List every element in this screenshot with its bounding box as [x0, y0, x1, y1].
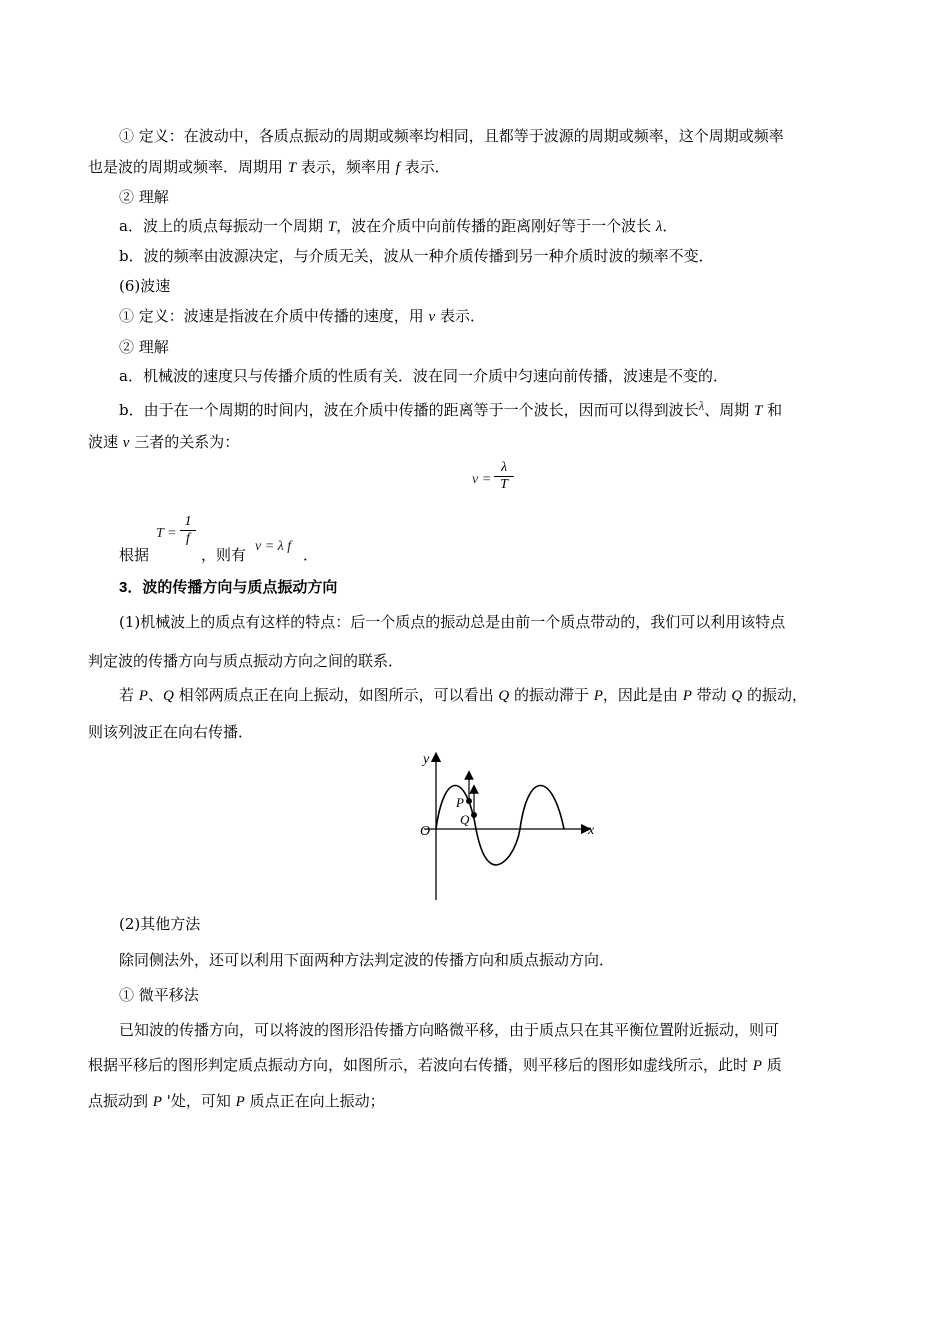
micro-shift-method-heading	[119, 985, 199, 1005]
text: ① 定义：波速是指波在介质中传播的速度，用	[119, 307, 429, 325]
text: (6)波速	[119, 277, 171, 295]
text: 、周期	[704, 401, 755, 419]
wave-figure	[410, 745, 610, 905]
text: b．波的频率由波源决定，与介质无关，波从一种介质传播到另一种介质时波的频率不变．	[119, 247, 714, 265]
text: a．机械波的速度只与传播介质的性质有关．波在同一介质中匀速向前传播，波速是不变的．	[119, 367, 728, 385]
text: ① 微平移法	[119, 986, 199, 1004]
understanding-a-2	[119, 366, 728, 386]
micro-shift-line-2	[88, 1055, 782, 1076]
text: 的振动，	[742, 686, 808, 704]
text: (2)其他方法	[119, 915, 201, 933]
formula-T-lhs: T =	[156, 526, 177, 541]
text: 带动	[691, 686, 732, 704]
other-methods-heading	[119, 914, 200, 934]
symbol-P: P	[752, 1058, 762, 1074]
text: 判定波的传播方向与质点振动方向之间的联系．	[88, 652, 404, 670]
text: ② 理解	[119, 188, 169, 206]
text: ② 理解	[119, 338, 169, 356]
text: 、	[147, 686, 163, 704]
symbol-f: f	[395, 160, 400, 176]
symbol-Q: Q	[498, 688, 510, 704]
point-P-label: P	[456, 795, 464, 810]
symbol-T: T	[754, 403, 763, 419]
x-axis-label: x	[588, 823, 595, 838]
text: 波速	[88, 433, 123, 451]
text: ．	[662, 217, 678, 235]
text: 也是波的周期或频率．周期用	[88, 158, 288, 176]
symbol-P: P	[593, 688, 603, 704]
understanding-b-2-line-2	[88, 432, 239, 453]
text: 则该列波正在向右传播．	[88, 723, 254, 741]
text: 已知波的传播方向，可以将波的图形沿传播方向略微平移，由于质点只在其平衡位置附近振动，则可	[119, 1021, 780, 1039]
text: 表示，频率用	[296, 158, 396, 176]
wave-speed-definition	[119, 306, 485, 327]
formula-fraction	[494, 460, 514, 493]
origin-label: O	[420, 824, 431, 839]
symbol-Q: Q	[731, 688, 743, 704]
text: 3．波的传播方向与质点振动方向	[119, 579, 338, 596]
symbol-P: P	[138, 688, 148, 704]
period-definition-line-1	[119, 126, 784, 146]
symbol-P: P	[682, 688, 692, 704]
text: 相邻两质点正在向上振动，如图所示，可以看出	[173, 686, 499, 704]
micro-shift-line-1	[119, 1020, 779, 1040]
text: 三者的关系为：	[129, 433, 240, 451]
text: 表示．	[435, 307, 485, 325]
understanding-label-1	[119, 187, 169, 207]
y-axis-label: y	[423, 752, 430, 767]
text: ① 定义：在波动中，各质点振动的周期或频率均相同，且都等于波源的周期或频率，这个周期或频率	[119, 127, 784, 145]
symbol-v: v	[428, 309, 436, 325]
text: 表示．	[399, 158, 450, 176]
symbol-lambda: λ	[698, 398, 705, 413]
symbol-P: P	[152, 1094, 162, 1110]
pq-paragraph-line-1	[119, 685, 807, 706]
text: 的振动滞于	[509, 686, 594, 704]
symbol-T: T	[327, 219, 337, 235]
text: 质	[761, 1056, 782, 1074]
text: 和	[762, 401, 783, 419]
text: (1)机械波上的质点有这样的特点：后一个质点的振动总是由前一个质点带动的，我们可以利用该特点	[119, 613, 786, 631]
micro-shift-line-3	[88, 1091, 385, 1112]
text: ．	[303, 546, 319, 564]
text: 除同侧法外，还可以利用下面两种方法判定波的传播方向和质点振动方向．	[119, 951, 615, 969]
text: 若	[119, 686, 139, 704]
understanding-b-2-line-1	[119, 400, 782, 421]
feature-paragraph-line-1	[119, 612, 785, 632]
symbol-T: T	[287, 160, 297, 176]
text: 点振动到	[88, 1092, 153, 1110]
text: b．由于在一个周期的时间内，波在介质中传播的距离等于一个波长，因而可以得到波长	[119, 401, 699, 419]
formula-numerator: 1	[180, 514, 196, 531]
formula-fraction-1-over-f	[180, 514, 196, 547]
symbol-v: v	[122, 435, 130, 451]
understanding-a-1	[119, 216, 677, 237]
text: 根据	[119, 546, 150, 564]
text: 质点正在向上振动；	[244, 1092, 385, 1110]
section-3-title	[119, 578, 337, 598]
pq-paragraph-line-2	[88, 722, 253, 742]
text: ，因此是由	[602, 686, 683, 704]
text: a．波上的质点每振动一个周期	[119, 217, 328, 235]
symbol-prime: '	[161, 1092, 171, 1110]
point-Q-label: Q	[460, 812, 470, 827]
symbol-Q: Q	[162, 688, 174, 704]
understanding-label-2	[119, 337, 169, 357]
wave-speed-heading	[119, 276, 170, 296]
text: ，则有	[201, 546, 247, 564]
feature-paragraph-line-2	[88, 651, 403, 671]
text: ，波在介质中向前传播的距离刚好等于一个波长	[336, 217, 656, 235]
symbol-lambda: λ	[655, 219, 663, 235]
text: 处，可知	[170, 1092, 236, 1110]
text: 根据平移后的图形判定质点振动方向，如图所示，若波向右传播，则平移后的图形如虚线所示，此时	[88, 1056, 753, 1074]
formula-lhs: v =	[472, 472, 492, 487]
understanding-b-1	[119, 246, 714, 266]
formula-v-lambda-f: v = λ f	[255, 539, 292, 554]
formula-denominator: T	[500, 477, 508, 492]
formula-denominator: f	[186, 531, 190, 546]
symbol-P: P	[235, 1094, 245, 1110]
period-definition-line-2	[88, 157, 450, 178]
other-methods-intro	[119, 950, 614, 970]
formula-numerator: λ	[494, 460, 514, 477]
